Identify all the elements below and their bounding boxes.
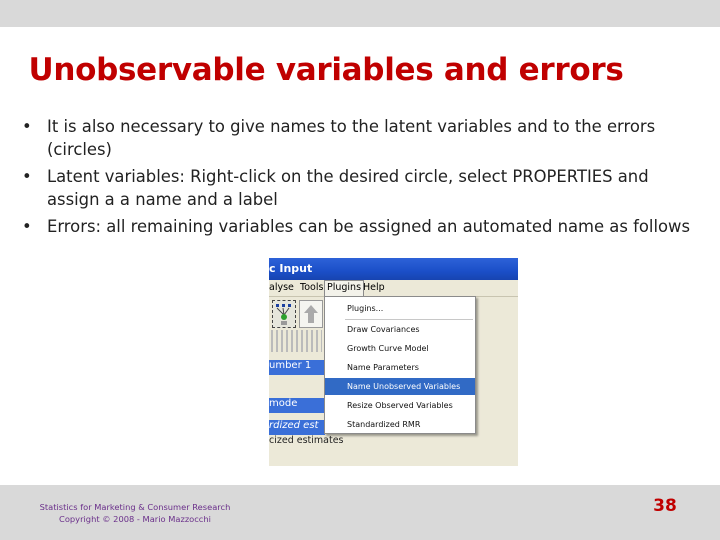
footer-line: Copyright © 2008 - Mario Mazzocchi	[59, 514, 211, 524]
left-pane-item[interactable]: cized estimates	[269, 435, 344, 446]
slide-title: Unobservable variables and errors	[28, 52, 624, 88]
bullet-item	[22, 116, 692, 161]
left-pane	[269, 358, 344, 466]
bullet-item	[22, 216, 692, 239]
footer	[30, 501, 240, 525]
window-title: c Input	[269, 262, 313, 275]
menu-separator	[345, 319, 473, 320]
toolbar-strip	[271, 330, 322, 352]
bullet-item	[22, 166, 692, 211]
menu-item-plugins[interactable]: Plugins...	[347, 304, 384, 313]
network-icon	[273, 301, 295, 327]
embedded-screenshot	[269, 258, 518, 466]
bullet-dot: •	[22, 117, 32, 136]
menu-plugins[interactable]: Plugins	[324, 280, 364, 298]
menu-help[interactable]: Help	[363, 282, 385, 293]
menu-item-standardized-rmr[interactable]: Standardized RMR	[347, 420, 421, 429]
left-pane-bar[interactable]	[269, 420, 325, 435]
plugins-menu	[324, 296, 476, 434]
menu-item-name-unobserved-variables[interactable]: Name Unobserved Variables	[325, 378, 475, 395]
bullet-text: Latent variables: Right-click on the desired circle, select PROPERTIES and assign a a name and a label	[47, 167, 649, 209]
menu-item-name-parameters[interactable]: Name Parameters	[347, 363, 419, 372]
name-variables-tool-button[interactable]	[272, 300, 296, 328]
footer-line: Statistics for Marketing & Consumer Research	[39, 502, 231, 512]
menubar	[269, 280, 518, 297]
window-titlebar	[269, 258, 518, 280]
bullet-text: It is also necessary to give names to the latent variables and to the errors (circles)	[47, 117, 656, 159]
left-pane-bar[interactable]	[269, 398, 325, 413]
left-pane-item: rdized est	[269, 420, 319, 431]
bullet-list	[22, 116, 692, 244]
arrow-up-icon	[300, 301, 322, 327]
bullet-dot: •	[22, 167, 32, 186]
menu-item-resize-observed-variables[interactable]: Resize Observed Variables	[347, 401, 453, 410]
menu-analyse[interactable]: alyse	[269, 282, 294, 293]
bullet-text: Errors: all remaining variables can be assigned an automated name as follows	[47, 217, 690, 236]
arrow-tool-button[interactable]	[299, 300, 323, 328]
page-number: 38	[653, 496, 677, 516]
left-pane-item: mode	[269, 398, 298, 409]
menu-item-draw-covariances[interactable]: Draw Covariances	[347, 325, 420, 334]
menu-tools[interactable]: Tools	[300, 282, 324, 293]
toolbar	[269, 298, 324, 354]
menu-item-growth-curve-model[interactable]: Growth Curve Model	[347, 344, 429, 353]
bullet-dot: •	[22, 217, 32, 236]
left-pane-bar[interactable]	[269, 360, 325, 375]
top-band	[0, 0, 720, 27]
left-pane-item: umber 1	[269, 360, 312, 371]
